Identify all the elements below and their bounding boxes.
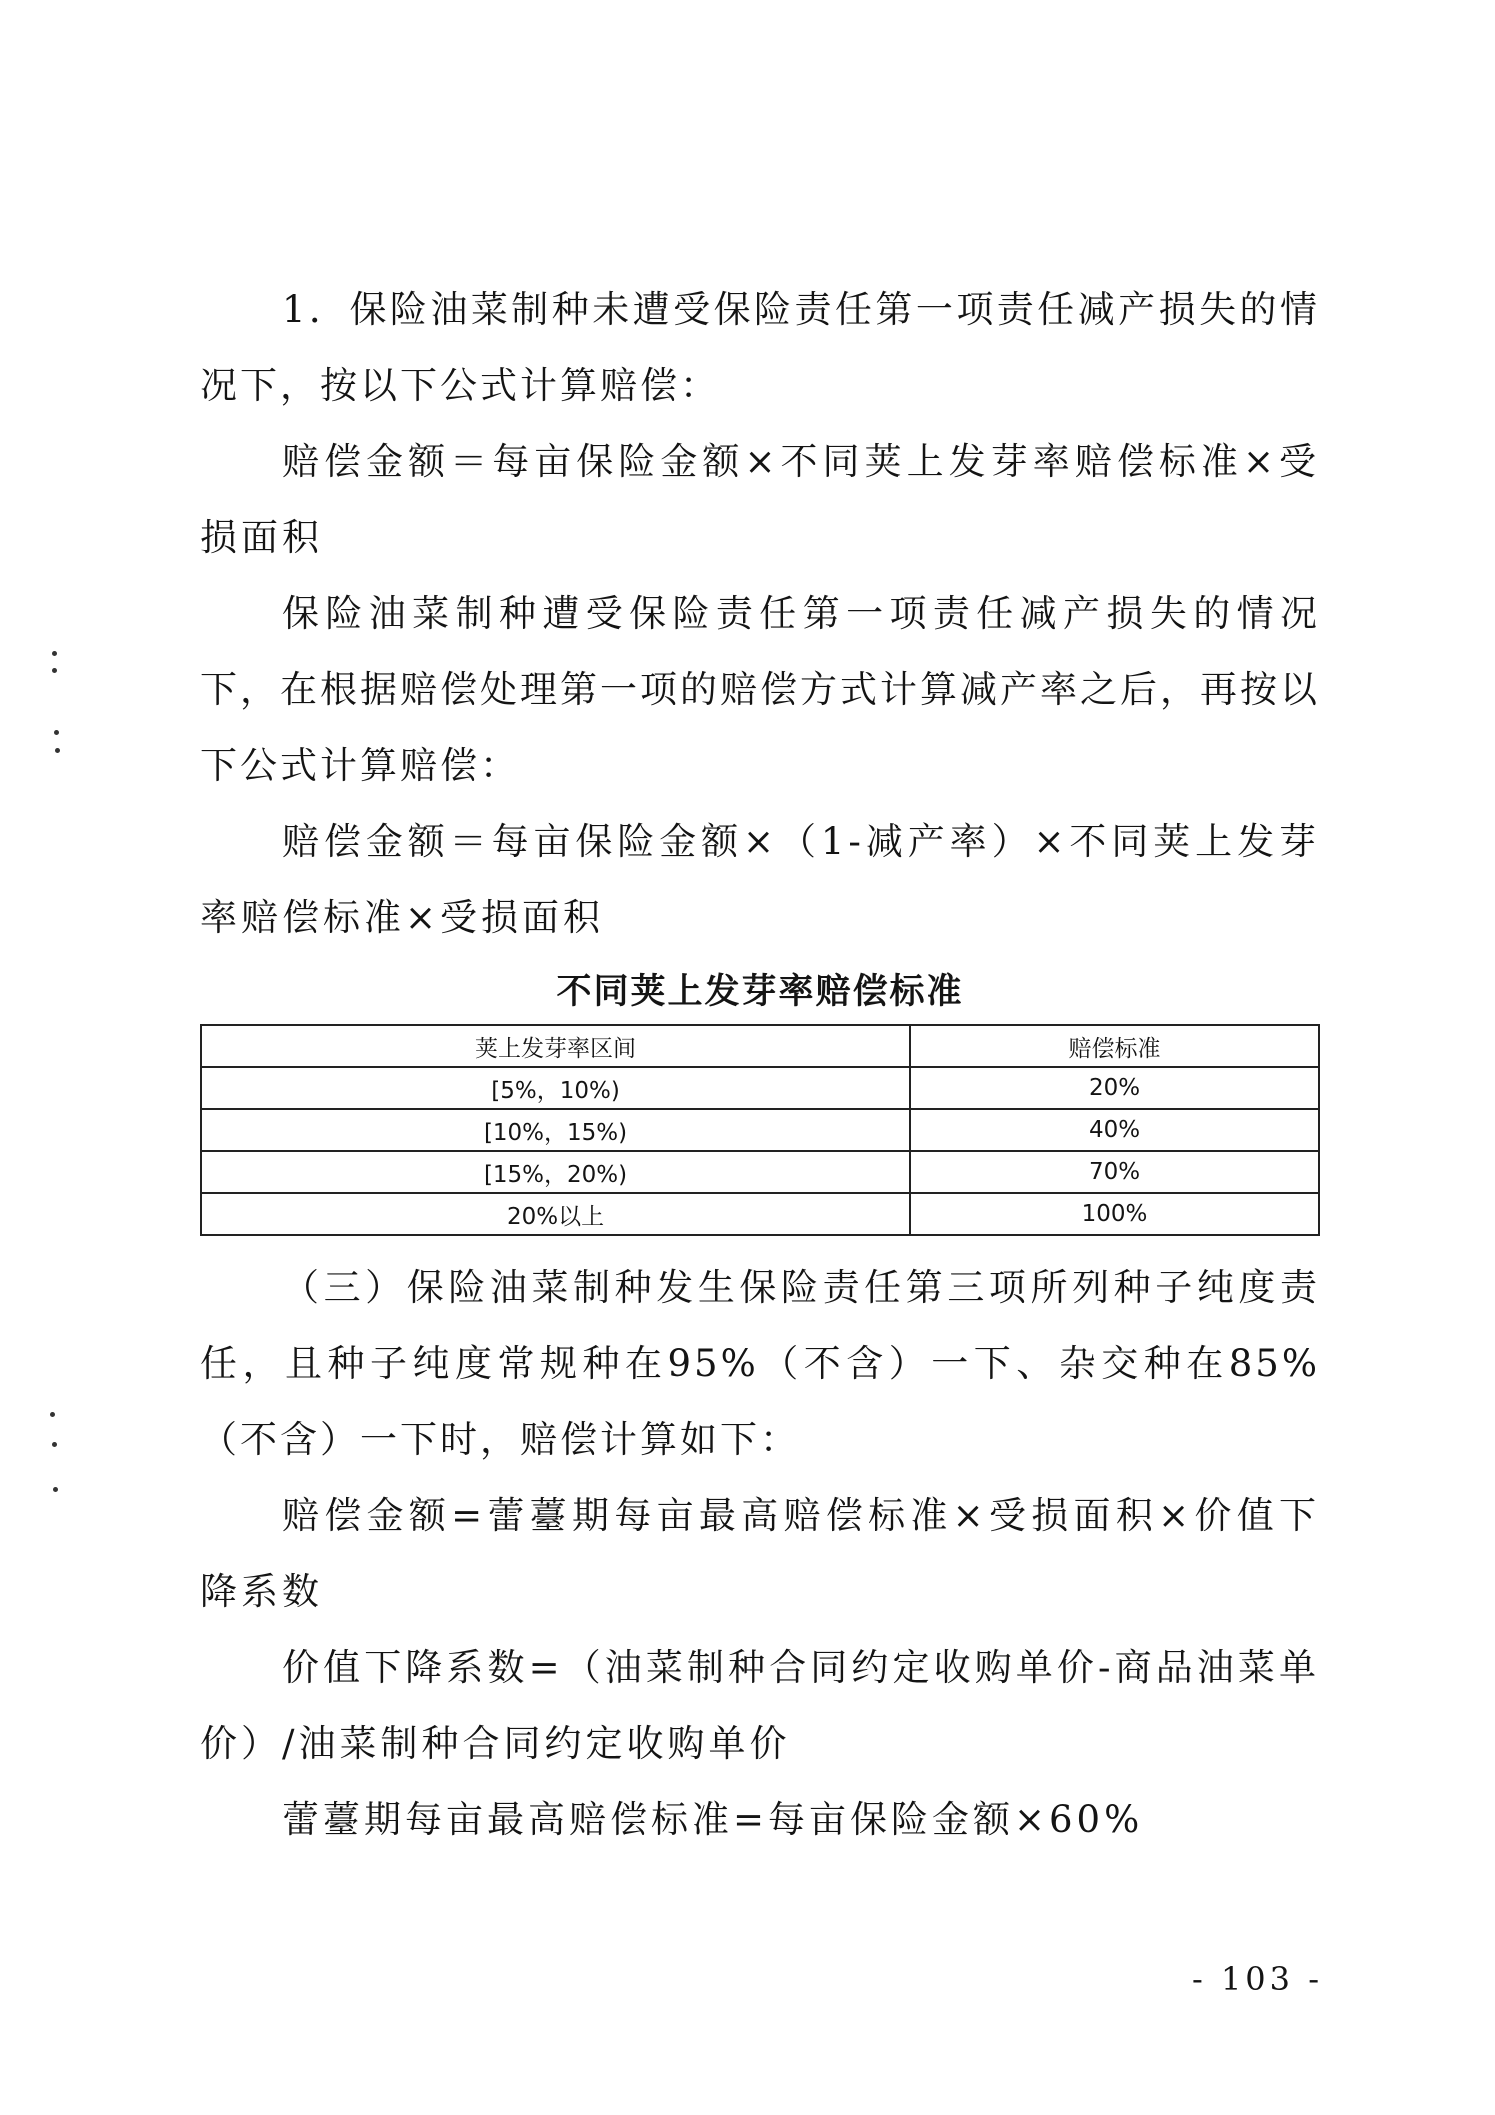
table-header-cell: 荚上发芽率区间 (201, 1025, 910, 1067)
table-row (201, 1067, 1319, 1109)
paragraph-2: 保险油菜制种遭受保险责任第一项责任减产损失的情况下，在根据赔偿处理第一项的赔偿方式计算减产率之后，再按以下公式计算赔偿： (200, 592, 1320, 787)
formula-1: 赔偿金额＝每亩保险金额×不同荚上发芽率赔偿标准×受损面积 (200, 440, 1320, 559)
scan-mark (50, 1412, 55, 1417)
table-header-row (201, 1025, 1319, 1067)
table-row (201, 1109, 1319, 1151)
table-cell: 70% (910, 1151, 1319, 1193)
page-number: - 103 - (1191, 1960, 1323, 1998)
table-cell: 100% (910, 1193, 1319, 1235)
table-title: 不同荚上发芽率赔偿标准 (556, 971, 964, 1012)
table-cell: 20%以上 (201, 1193, 910, 1235)
table-header-cell: 赔偿标准 (910, 1025, 1319, 1067)
scan-mark (52, 1442, 57, 1447)
document-body (200, 272, 1320, 1858)
scan-mark (55, 748, 60, 753)
formula-3: 赔偿金额=蕾薹期每亩最高赔偿标准×受损面积×价值下降系数 (200, 1494, 1320, 1613)
table-row (201, 1193, 1319, 1235)
paragraph-1: 1．保险油菜制种未遭受保险责任第一项责任减产损失的情况下，按以下公式计算赔偿： (200, 288, 1320, 407)
scan-mark (54, 730, 59, 735)
paragraph-3: （三）保险油菜制种发生保险责任第三项所列种子纯度责任，且种子纯度常规种在95%（不含）一下、杂交种在85%（不含）一下时，赔偿计算如下： (200, 1266, 1320, 1461)
scan-mark (52, 651, 57, 656)
table-cell: [10%，15%) (201, 1109, 910, 1151)
compensation-table (200, 1024, 1320, 1236)
scan-mark (53, 1487, 58, 1492)
formula-5: 蕾薹期每亩最高赔偿标准=每亩保险金额×60% (282, 1798, 1144, 1841)
table-cell: 20% (910, 1067, 1319, 1109)
table-row (201, 1151, 1319, 1193)
table-cell: [5%，10%) (201, 1067, 910, 1109)
scan-mark (52, 668, 57, 673)
table-cell: [15%，20%) (201, 1151, 910, 1193)
formula-4: 价值下降系数=（油菜制种合同约定收购单价-商品油菜单价）/油菜制种合同约定收购单价 (200, 1646, 1320, 1765)
table-cell: 40% (910, 1109, 1319, 1151)
formula-2: 赔偿金额＝每亩保险金额×（1-减产率）×不同荚上发芽率赔偿标准×受损面积 (200, 820, 1320, 939)
